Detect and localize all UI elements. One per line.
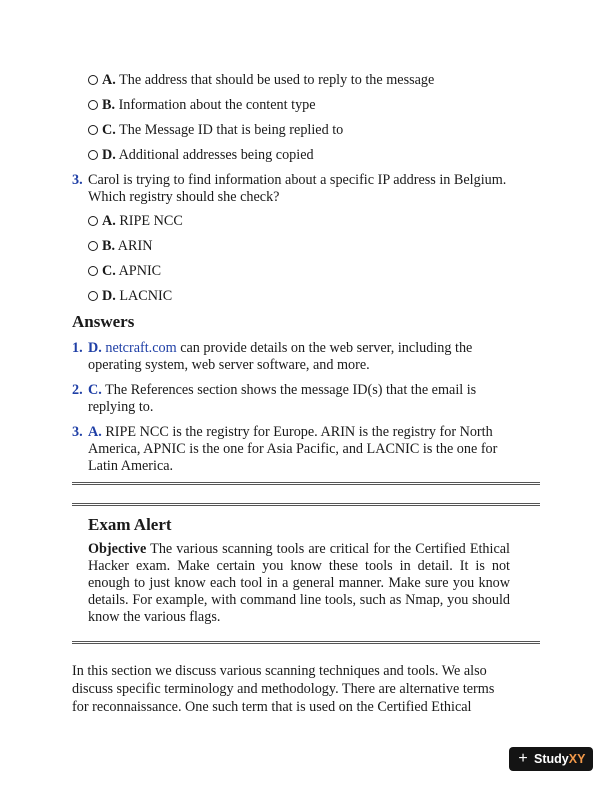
radio-circle-icon (88, 291, 98, 301)
paragraph-line: discuss specific terminology and methodology. There are alternative terms (72, 681, 495, 697)
radio-circle-icon (88, 150, 98, 160)
answer-number: 3. (72, 424, 83, 440)
question3 (72, 172, 542, 206)
option-letter: B. (102, 238, 116, 254)
question-line: Carol is trying to find information about a specific IP address in Belgium. (88, 172, 507, 188)
answer-item-3 (72, 424, 542, 475)
option-text: The address that should be used to reply to the message (119, 72, 435, 88)
radio-circle-icon (88, 125, 98, 135)
badge-name-study: Study (534, 752, 569, 766)
answer-letter: D. (88, 340, 102, 356)
paragraph-line: In this section we discuss various scanning techniques and tools. We also (72, 663, 487, 679)
answer-text: operating system, web server software, and more. (88, 357, 370, 373)
radio-circle-icon (88, 100, 98, 110)
exam-alert-title: Exam Alert (88, 515, 172, 534)
answer-text: RIPE NCC is the registry for Europe. ARIN is the registry for North (101, 424, 493, 440)
answer-text: America, APNIC is the one for Asia Pacific, and LACNIC is the one for (88, 441, 498, 457)
question3-option-c[interactable] (88, 263, 161, 280)
alert-top-rule (72, 503, 540, 506)
badge-name-xy: XY (568, 752, 586, 766)
question-number: 3. (72, 172, 83, 188)
answer-text: The References section shows the message ID(s) that the email is (101, 382, 477, 398)
plus-icon: + (518, 750, 528, 767)
radio-circle-icon (88, 241, 98, 251)
option-text: LACNIC (119, 288, 173, 304)
answer-text: Latin America. (88, 458, 174, 474)
paragraph-line: for reconnaissance. One such term that is used on the Certified Ethical (72, 699, 472, 715)
answer-item-2 (72, 382, 542, 416)
exam-alert-text: The various scanning tools are critical for the Certified Ethical Hacker exam. Make certain you know these tools in detail. It is not enough to just know each tool in a general manner. Make sure you know details. For example, with command line tools, such as Nmap, you should know the various flags. (88, 541, 511, 625)
option-letter: D. (102, 288, 116, 304)
answer-letter: C. (88, 382, 102, 398)
radio-circle-icon (88, 266, 98, 276)
option-letter: C. (102, 263, 116, 279)
objective-label: Objective (88, 541, 147, 557)
section-divider (72, 482, 540, 485)
exam-alert-body (88, 541, 510, 626)
answer-letter: A. (88, 424, 102, 440)
radio-circle-icon (88, 75, 98, 85)
alert-bottom-rule (72, 641, 540, 644)
answer-number: 2. (72, 382, 83, 398)
answer-text: can provide details on the web server, including the (176, 340, 473, 356)
intro-paragraph (72, 662, 528, 716)
question3-option-b[interactable] (88, 238, 152, 255)
option-letter: A. (102, 213, 116, 229)
question-line: Which registry should she check? (88, 189, 280, 205)
question2-option-d[interactable] (88, 147, 314, 164)
option-letter: D. (102, 147, 116, 163)
answer-text: replying to. (88, 399, 154, 415)
option-text: Information about the content type (118, 97, 316, 113)
option-text: Additional addresses being copied (118, 147, 314, 163)
question2-option-c[interactable] (88, 122, 343, 139)
question3-option-a[interactable] (88, 213, 183, 230)
answer-item-1 (72, 340, 542, 374)
option-letter: A. (102, 72, 116, 88)
option-text: ARIN (117, 238, 153, 254)
answers-heading: Answers (72, 312, 135, 331)
option-letter: C. (102, 122, 116, 138)
option-letter: B. (102, 97, 116, 113)
question3-option-d[interactable] (88, 288, 172, 305)
option-text: RIPE NCC (119, 213, 183, 229)
studyxy-badge[interactable] (509, 747, 593, 771)
answer-number: 1. (72, 340, 83, 356)
question2-option-b[interactable] (88, 97, 316, 114)
radio-circle-icon (88, 216, 98, 226)
option-text: APNIC (118, 263, 162, 279)
question2-option-a[interactable] (88, 72, 434, 89)
netcraft-link[interactable]: netcraft.com (105, 340, 177, 356)
option-text: The Message ID that is being replied to (119, 122, 344, 138)
